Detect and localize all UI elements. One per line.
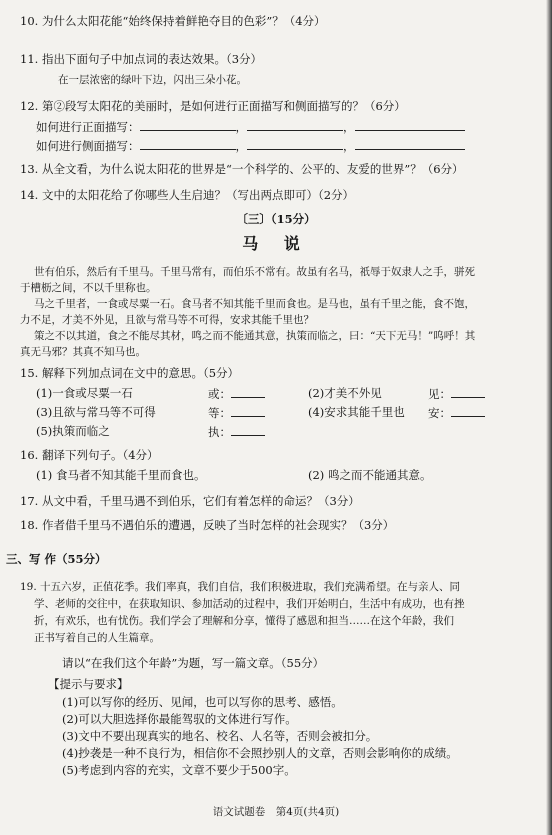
- q19-tip-5: (5)考虑到内容的充实，文章不要少于500字。: [62, 763, 296, 777]
- q15-blank-3: 等：: [208, 405, 265, 421]
- question-14: 14. 文中的太阳花给了你哪些人生启迪？（写出两点即可）（2分）: [20, 188, 355, 202]
- question-13: 13. 从全文看，为什么说太阳花的世界是“一个科学的、公平的、友爱的世界”？（6分）: [20, 162, 464, 176]
- article-title: 马 说: [242, 234, 310, 253]
- question-17: 17. 从文中看，千里马遇不到伯乐，它们有着怎样的命运？（3分）: [20, 494, 360, 508]
- passage-line-1: 世有伯乐，然后有千里马。千里马常有，而伯乐不常有。故虽有名马，祇辱于奴隶人之手，骈死: [34, 266, 475, 278]
- q19-tip-4: (4)抄袭是一种不良行为，相信你不会照抄别人的文章，否则会影响你的成绩。: [62, 746, 458, 760]
- q15-blank-4: 安：: [428, 405, 485, 421]
- q19-instruction: 请以“在我们这个年龄”为题，写一篇文章。（55分）: [62, 656, 325, 670]
- q15-blank-2: 见：: [428, 386, 485, 402]
- question-12: 12. 第②段写太阳花的美丽时，是如何进行正面描写和侧面描写的？（6分）: [20, 99, 406, 113]
- q12-side-label: 如何进行侧面描写： ， ，: [36, 138, 465, 154]
- question-11-sentence: 在一层浓密的绿叶下边，闪出三朵小花。: [58, 74, 247, 86]
- q19-line-1: 19. 十五六岁，正值花季。我们率真，我们自信，我们积极进取，我们充满希望。在与亲人、同: [20, 581, 461, 593]
- q15-item-4: (4)安求其能千里也: [308, 405, 405, 419]
- passage-line-3: 马之千里者，一食或尽粟一石。食马者不知其能千里而食也。是马也，虽有千里之能，食不饱，: [34, 298, 475, 310]
- passage-line-2: 于槽枥之间，不以千里称也。: [20, 282, 157, 294]
- q19-tips-header: 【提示与要求】: [48, 677, 129, 691]
- passage-line-4: 力不足，才美不外见，且欲与常马等不可得，安求其能千里也？: [20, 314, 314, 326]
- q15-item-3: (3)且欲与常马等不可得: [36, 405, 156, 419]
- q19-tip-3: (3)文中不要出现真实的地名、校名、人名等，否则会被扣分。: [62, 729, 378, 743]
- q15-item-5: (5)执策而临之: [36, 424, 110, 438]
- q16-sentence-1: (1) 食马者不知其能千里而食也。: [36, 468, 206, 482]
- page-footer: 语文试题卷 第4页(共4页): [212, 806, 340, 818]
- question-10: 10. 为什么太阳花能“始终保持着鲜艳夺目的色彩”？（4分）: [20, 14, 326, 28]
- q15-blank-5: 执：: [208, 424, 265, 440]
- q15-item-2: (2)才美不外见: [308, 386, 382, 400]
- question-15: 15. 解释下列加点词在文中的意思。（5分）: [20, 366, 240, 380]
- writing-section-heading: 三、写 作（55分）: [6, 552, 107, 566]
- q15-blank-1: 或：: [208, 386, 265, 402]
- question-11: 11. 指出下面句子中加点词的表达效果。（3分）: [20, 52, 263, 66]
- section-3-heading: 〔三〕（15分）: [236, 212, 316, 226]
- q16-sentence-2: (2) 鸣之而不能通其意。: [308, 468, 432, 482]
- q19-tip-2: (2)可以大胆选择你最能驾驭的文体进行写作。: [62, 712, 297, 726]
- q19-tip-1: (1)可以写你的经历、见闻，也可以写你的思考、感悟。: [62, 695, 343, 709]
- passage-line-6: 真无马邪？其真不知马也。: [20, 346, 146, 358]
- passage-line-5: 策之不以其道，食之不能尽其材，鸣之而不能通其意，执策而临之，曰：“天下无马！”呜呼！其: [34, 330, 476, 342]
- question-16: 16. 翻译下列句子。（4分）: [20, 448, 159, 462]
- question-18: 18. 作者借千里马不遇伯乐的遭遇，反映了当时怎样的社会现实？（3分）: [20, 518, 395, 532]
- q19-line-2: 学、老师的交往中，在获取知识、参加活动的过程中，我们开始明白，生活中有成功，也有挫: [34, 598, 465, 610]
- page-edge-shadow: [546, 0, 552, 835]
- q12-front-label: 如何进行正面描写： ， ，: [36, 119, 465, 135]
- q19-line-4: 正书写着自己的人生篇章。: [34, 632, 160, 644]
- q19-line-3: 折，有欢乐，也有忧伤。我们学会了理解和分享，懂得了感恩和担当……在这个年龄，我们: [34, 615, 454, 627]
- q15-item-1: (1)一食或尽粟一石: [36, 386, 133, 400]
